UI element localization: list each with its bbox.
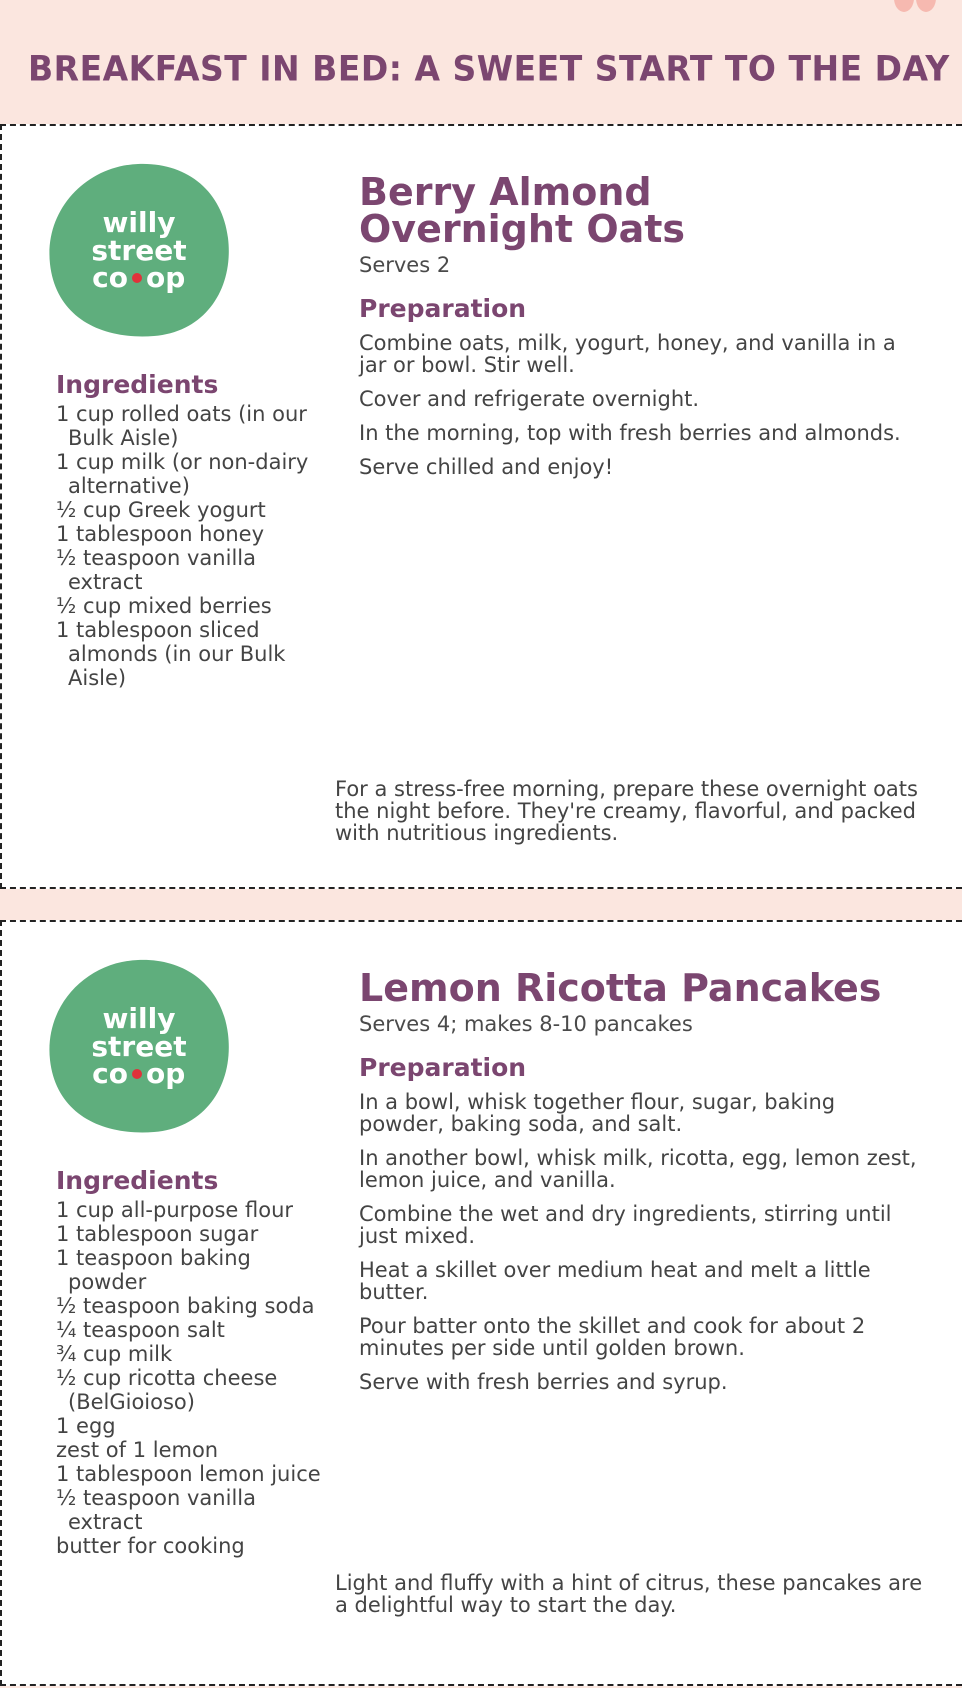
logo-line-1: willy xyxy=(102,1002,176,1035)
ingredient-item: ½ cup mixed berries xyxy=(56,594,272,618)
page-title: BREAKFAST IN BED: A SWEET START TO THE DAY xyxy=(28,48,950,89)
ingredient-item: ½ cup Greek yogurt xyxy=(56,498,266,522)
preparation-step: Heat a skillet over medium heat and melt a little butter. xyxy=(359,1258,871,1304)
serves-text: Serves 2 xyxy=(359,253,451,277)
ingredient-item: zest of 1 lemon xyxy=(56,1438,219,1462)
ingredient-item: ½ teaspoon baking soda xyxy=(56,1294,315,1318)
ingredients-section xyxy=(56,1166,326,1558)
logo-line-3-right: op xyxy=(146,1057,186,1090)
preparation-steps xyxy=(359,1091,929,1393)
ingredient-item: 1 tablespoon sugar xyxy=(56,1222,259,1246)
ingredient-item: 1 cup all-purpose flour xyxy=(56,1198,294,1222)
preparation-heading: Preparation xyxy=(359,294,527,323)
recipe-intro: For a stress-free morning, prepare these overnight oats the night before. They're creamy, flavorful, and packed with nutritious ingredients. xyxy=(335,777,918,845)
recipe-title: Lemon Ricotta Pancakes xyxy=(359,966,882,1010)
ingredient-item: 1 tablespoon honey xyxy=(56,522,264,546)
logo-dot-icon xyxy=(132,1069,142,1079)
serves-text: Serves 4; makes 8-10 pancakes xyxy=(359,1012,693,1036)
flower-decoration-icon xyxy=(890,0,940,16)
ingredient-item: 1 tablespoon sliced almonds (in our Bulk Aisle) xyxy=(56,618,286,690)
preparation-step: In the morning, top with fresh berries and almonds. xyxy=(359,421,901,445)
logo-line-3-right: op xyxy=(146,261,186,294)
ingredient-item: ½ cup ricotta cheese (BelGioioso) xyxy=(56,1366,278,1414)
ingredient-item: 1 egg xyxy=(56,1414,116,1438)
ingredient-item: 1 cup milk (or non-dairy alternative) xyxy=(56,450,309,498)
recipe-main xyxy=(359,170,929,490)
coop-logo-badge xyxy=(46,956,232,1136)
preparation-step: Serve chilled and enjoy! xyxy=(359,455,614,479)
logo-line-3-left: co xyxy=(92,1057,128,1090)
recipe-main xyxy=(359,966,929,1405)
preparation-heading: Preparation xyxy=(359,1053,527,1082)
ingredient-item: ¾ cup milk xyxy=(56,1342,173,1366)
preparation-step: In another bowl, whisk milk, ricotta, egg, lemon zest, lemon juice, and vanilla. xyxy=(359,1146,917,1192)
preparation-step: Cover and refrigerate overnight. xyxy=(359,387,700,411)
page-header xyxy=(0,0,962,122)
preparation-steps xyxy=(359,332,929,478)
ingredient-item: ¼ teaspoon salt xyxy=(56,1318,225,1342)
ingredients-section xyxy=(56,370,326,690)
preparation-step: Combine oats, milk, yogurt, honey, and vanilla in a jar or bowl. Stir well. xyxy=(359,331,896,377)
ingredients-list xyxy=(56,1198,326,1558)
preparation-step: Combine the wet and dry ingredients, stirring until just mixed. xyxy=(359,1202,892,1248)
recipe-intro: Light and fluffy with a hint of citrus, these pancakes are a delightful way to start the day. xyxy=(335,1571,923,1617)
ingredient-item: ½ teaspoon vanilla extract xyxy=(56,1486,256,1534)
coop-logo-badge xyxy=(46,160,232,340)
preparation-step: In a bowl, whisk together flour, sugar, baking powder, baking soda, and salt. xyxy=(359,1090,836,1136)
preparation-step: Pour batter onto the skillet and cook for about 2 minutes per side until golden brown. xyxy=(359,1314,866,1360)
coop-logo xyxy=(46,160,232,340)
ingredients-list xyxy=(56,402,326,690)
ingredient-item: butter for cooking xyxy=(56,1534,245,1558)
ingredient-item: 1 teaspoon baking powder xyxy=(56,1246,251,1294)
recipe-title: Berry Almond Overnight Oats xyxy=(359,170,686,251)
ingredient-item: 1 tablespoon lemon juice xyxy=(56,1462,321,1486)
coop-logo xyxy=(46,956,232,1136)
ingredients-heading: Ingredients xyxy=(56,370,219,399)
logo-line-3-left: co xyxy=(92,261,128,294)
ingredients-heading: Ingredients xyxy=(56,1166,219,1195)
recipe-card-oats xyxy=(0,124,962,889)
logo-line-2: street xyxy=(91,234,187,267)
ingredient-item: ½ teaspoon vanilla extract xyxy=(56,546,256,594)
logo-line-2: street xyxy=(91,1030,187,1063)
preparation-step: Serve with fresh berries and syrup. xyxy=(359,1370,728,1394)
recipe-card-pancakes xyxy=(0,920,962,1686)
logo-line-1: willy xyxy=(102,206,176,239)
logo-dot-icon xyxy=(132,273,142,283)
ingredient-item: 1 cup rolled oats (in our Bulk Aisle) xyxy=(56,402,307,450)
